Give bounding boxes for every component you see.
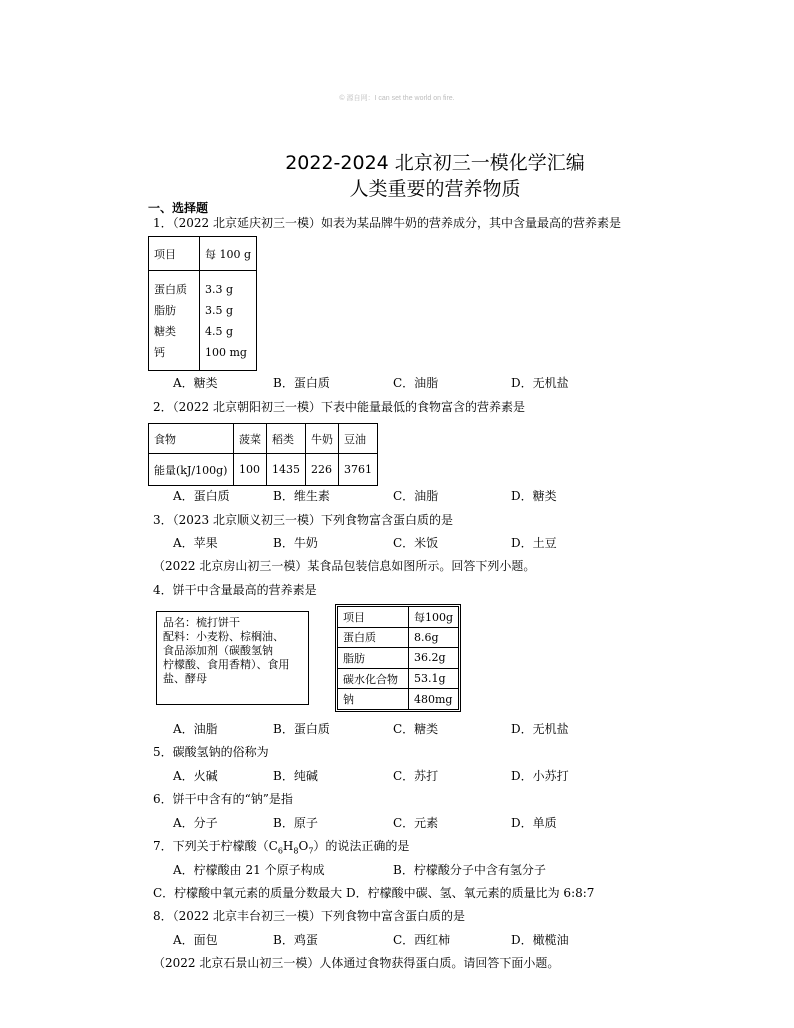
q2-header: 稻类 bbox=[267, 424, 306, 454]
q8-option-b[interactable]: B．鸡蛋 bbox=[273, 933, 318, 947]
nutrition-label: 钠 bbox=[338, 689, 409, 710]
nutrition-value: 480mg bbox=[408, 689, 458, 710]
q6-option-a[interactable]: A．分子 bbox=[173, 816, 218, 830]
q2-stem: 2．（2022 北京朝阳初三一模）下表中能量最低的食物富含的营养素是 bbox=[153, 400, 525, 414]
q1-value: 3.3 g bbox=[205, 282, 234, 296]
q1-item: 脂肪 bbox=[154, 303, 176, 317]
q3-option-d[interactable]: D．土豆 bbox=[511, 536, 557, 550]
q2-cell: 3761 bbox=[339, 454, 378, 486]
q1-item: 糖类 bbox=[154, 324, 176, 338]
nutrition-value: 每100g bbox=[408, 607, 458, 628]
q2-cell: 100 bbox=[234, 454, 267, 486]
q1-table bbox=[148, 236, 257, 371]
q7-stem: 7．下列关于柠檬酸$(C_6H_8O_7)$的说法正确的是 bbox=[153, 839, 410, 856]
q6-stem: 6．饼干中含有的“钠”是指 bbox=[153, 792, 293, 806]
food-label-line: 盐、酵母 bbox=[163, 672, 207, 685]
food-label-line: 品名：梳打饼干 bbox=[163, 616, 240, 629]
q2-header: 牛奶 bbox=[306, 424, 339, 454]
q5-stem: 5．碳酸氢钠的俗称为 bbox=[153, 745, 269, 759]
q2-header: 菠菜 bbox=[234, 424, 267, 454]
title-line-2: 人类重要的营养物质 bbox=[349, 178, 521, 200]
q4-option-c[interactable]: C．糖类 bbox=[393, 722, 439, 736]
q1-items bbox=[149, 271, 200, 371]
food-label-box bbox=[156, 611, 309, 705]
q1-value: 3.5 g bbox=[205, 303, 234, 317]
food-label-line: 食品添加剂（碳酸氢钠 bbox=[163, 644, 273, 657]
q2-option-a[interactable]: A．蛋白质 bbox=[173, 489, 230, 503]
q6-option-b[interactable]: B．原子 bbox=[273, 816, 318, 830]
q1-value: 4.5 g bbox=[205, 324, 234, 338]
q3-option-c[interactable]: C．米饭 bbox=[393, 536, 439, 550]
q8-option-a[interactable]: A．面包 bbox=[173, 933, 218, 947]
q5-option-d[interactable]: D．小苏打 bbox=[511, 769, 569, 783]
q2-option-d[interactable]: D．糖类 bbox=[511, 489, 557, 503]
q2-cell: 226 bbox=[306, 454, 339, 486]
q4-option-d[interactable]: D．无机盐 bbox=[511, 722, 569, 736]
nutrition-label: 蛋白质 bbox=[338, 627, 409, 648]
q1-header-item: 项目 bbox=[149, 237, 200, 271]
group1-intro: （2022 北京房山初三一模）某食品包装信息如图所示。回答下列小题。 bbox=[153, 559, 536, 573]
q1-option-a[interactable]: A．糖类 bbox=[173, 376, 218, 390]
q6-option-c[interactable]: C．元素 bbox=[393, 816, 439, 830]
nutrition-table bbox=[337, 606, 459, 710]
nutrition-label: 碳水化合物 bbox=[338, 668, 409, 689]
q2-header: 豆油 bbox=[339, 424, 378, 454]
q6-option-d[interactable]: D．单质 bbox=[511, 816, 557, 830]
q1-item: 钙 bbox=[154, 345, 165, 359]
q2-option-b[interactable]: B．维生素 bbox=[273, 489, 330, 503]
q2-row-label: 能量(kJ/100g) bbox=[149, 454, 234, 486]
q1-stem: 1．（2022 北京延庆初三一模）如表为某品牌牛奶的营养成分，其中含量最高的营养素是 bbox=[153, 216, 621, 230]
q3-option-a[interactable]: A．苹果 bbox=[173, 536, 218, 550]
section-heading: 一、选择题 bbox=[148, 201, 209, 215]
q1-item: 蛋白质 bbox=[154, 282, 187, 296]
q7-options-cd[interactable]: C．柠檬酸中氧元素的质量分数最大 D．柠檬酸中碳、氢、氧元素的质量比为 6:8:7 bbox=[153, 886, 595, 900]
watermark: © 源自网：I can set the world on fire. bbox=[339, 95, 455, 102]
q1-option-c[interactable]: C．油脂 bbox=[393, 376, 439, 390]
q4-option-b[interactable]: B．蛋白质 bbox=[273, 722, 330, 736]
q4-option-a[interactable]: A．油脂 bbox=[173, 722, 218, 736]
nutrition-value: 8.6g bbox=[408, 627, 458, 648]
q3-option-b[interactable]: B．牛奶 bbox=[273, 536, 318, 550]
group2-intro: （2022 北京石景山初三一模）人体通过食物获得蛋白质。请回答下面小题。 bbox=[153, 956, 560, 970]
nutrition-label: 项目 bbox=[338, 607, 409, 628]
q8-option-c[interactable]: C．西红柿 bbox=[393, 933, 451, 947]
nutrition-value: 53.1g bbox=[408, 668, 458, 689]
q5-option-a[interactable]: A．火碱 bbox=[173, 769, 218, 783]
q2-header-food: 食物 bbox=[149, 424, 234, 454]
q1-header-value: 每 100 g bbox=[200, 237, 257, 271]
food-label-line: 柠檬酸、食用香精）、食用 bbox=[163, 658, 290, 671]
food-label-line: 配料：小麦粉、棕榈油、 bbox=[163, 630, 284, 643]
q7-option-a[interactable]: A．柠檬酸由 21 个原子构成 bbox=[173, 863, 325, 877]
q1-values bbox=[200, 271, 257, 371]
q2-option-c[interactable]: C．油脂 bbox=[393, 489, 439, 503]
q8-stem: 8．（2022 北京丰台初三一模）下列食物中富含蛋白质的是 bbox=[153, 909, 465, 923]
nutrition-label: 脂肪 bbox=[338, 648, 409, 669]
title-line-1: 2022-2024 北京初三一模化学汇编 bbox=[285, 152, 585, 174]
nutrition-table-frame bbox=[335, 604, 461, 712]
q1-option-b[interactable]: B．蛋白质 bbox=[273, 376, 330, 390]
q2-table bbox=[148, 423, 378, 486]
q1-value: 100 mg bbox=[205, 345, 247, 359]
q2-cell: 1435 bbox=[267, 454, 306, 486]
q7-option-b[interactable]: B．柠檬酸分子中含有氢分子 bbox=[393, 863, 546, 877]
nutrition-value: 36.2g bbox=[408, 648, 458, 669]
q5-option-b[interactable]: B．纯碱 bbox=[273, 769, 318, 783]
q1-option-d[interactable]: D．无机盐 bbox=[511, 376, 569, 390]
q4-stem: 4．饼干中含量最高的营养素是 bbox=[153, 583, 317, 597]
q3-stem: 3．（2023 北京顺义初三一模）下列食物富含蛋白质的是 bbox=[153, 513, 453, 527]
q5-option-c[interactable]: C．苏打 bbox=[393, 769, 439, 783]
q8-option-d[interactable]: D．橄榄油 bbox=[511, 933, 569, 947]
